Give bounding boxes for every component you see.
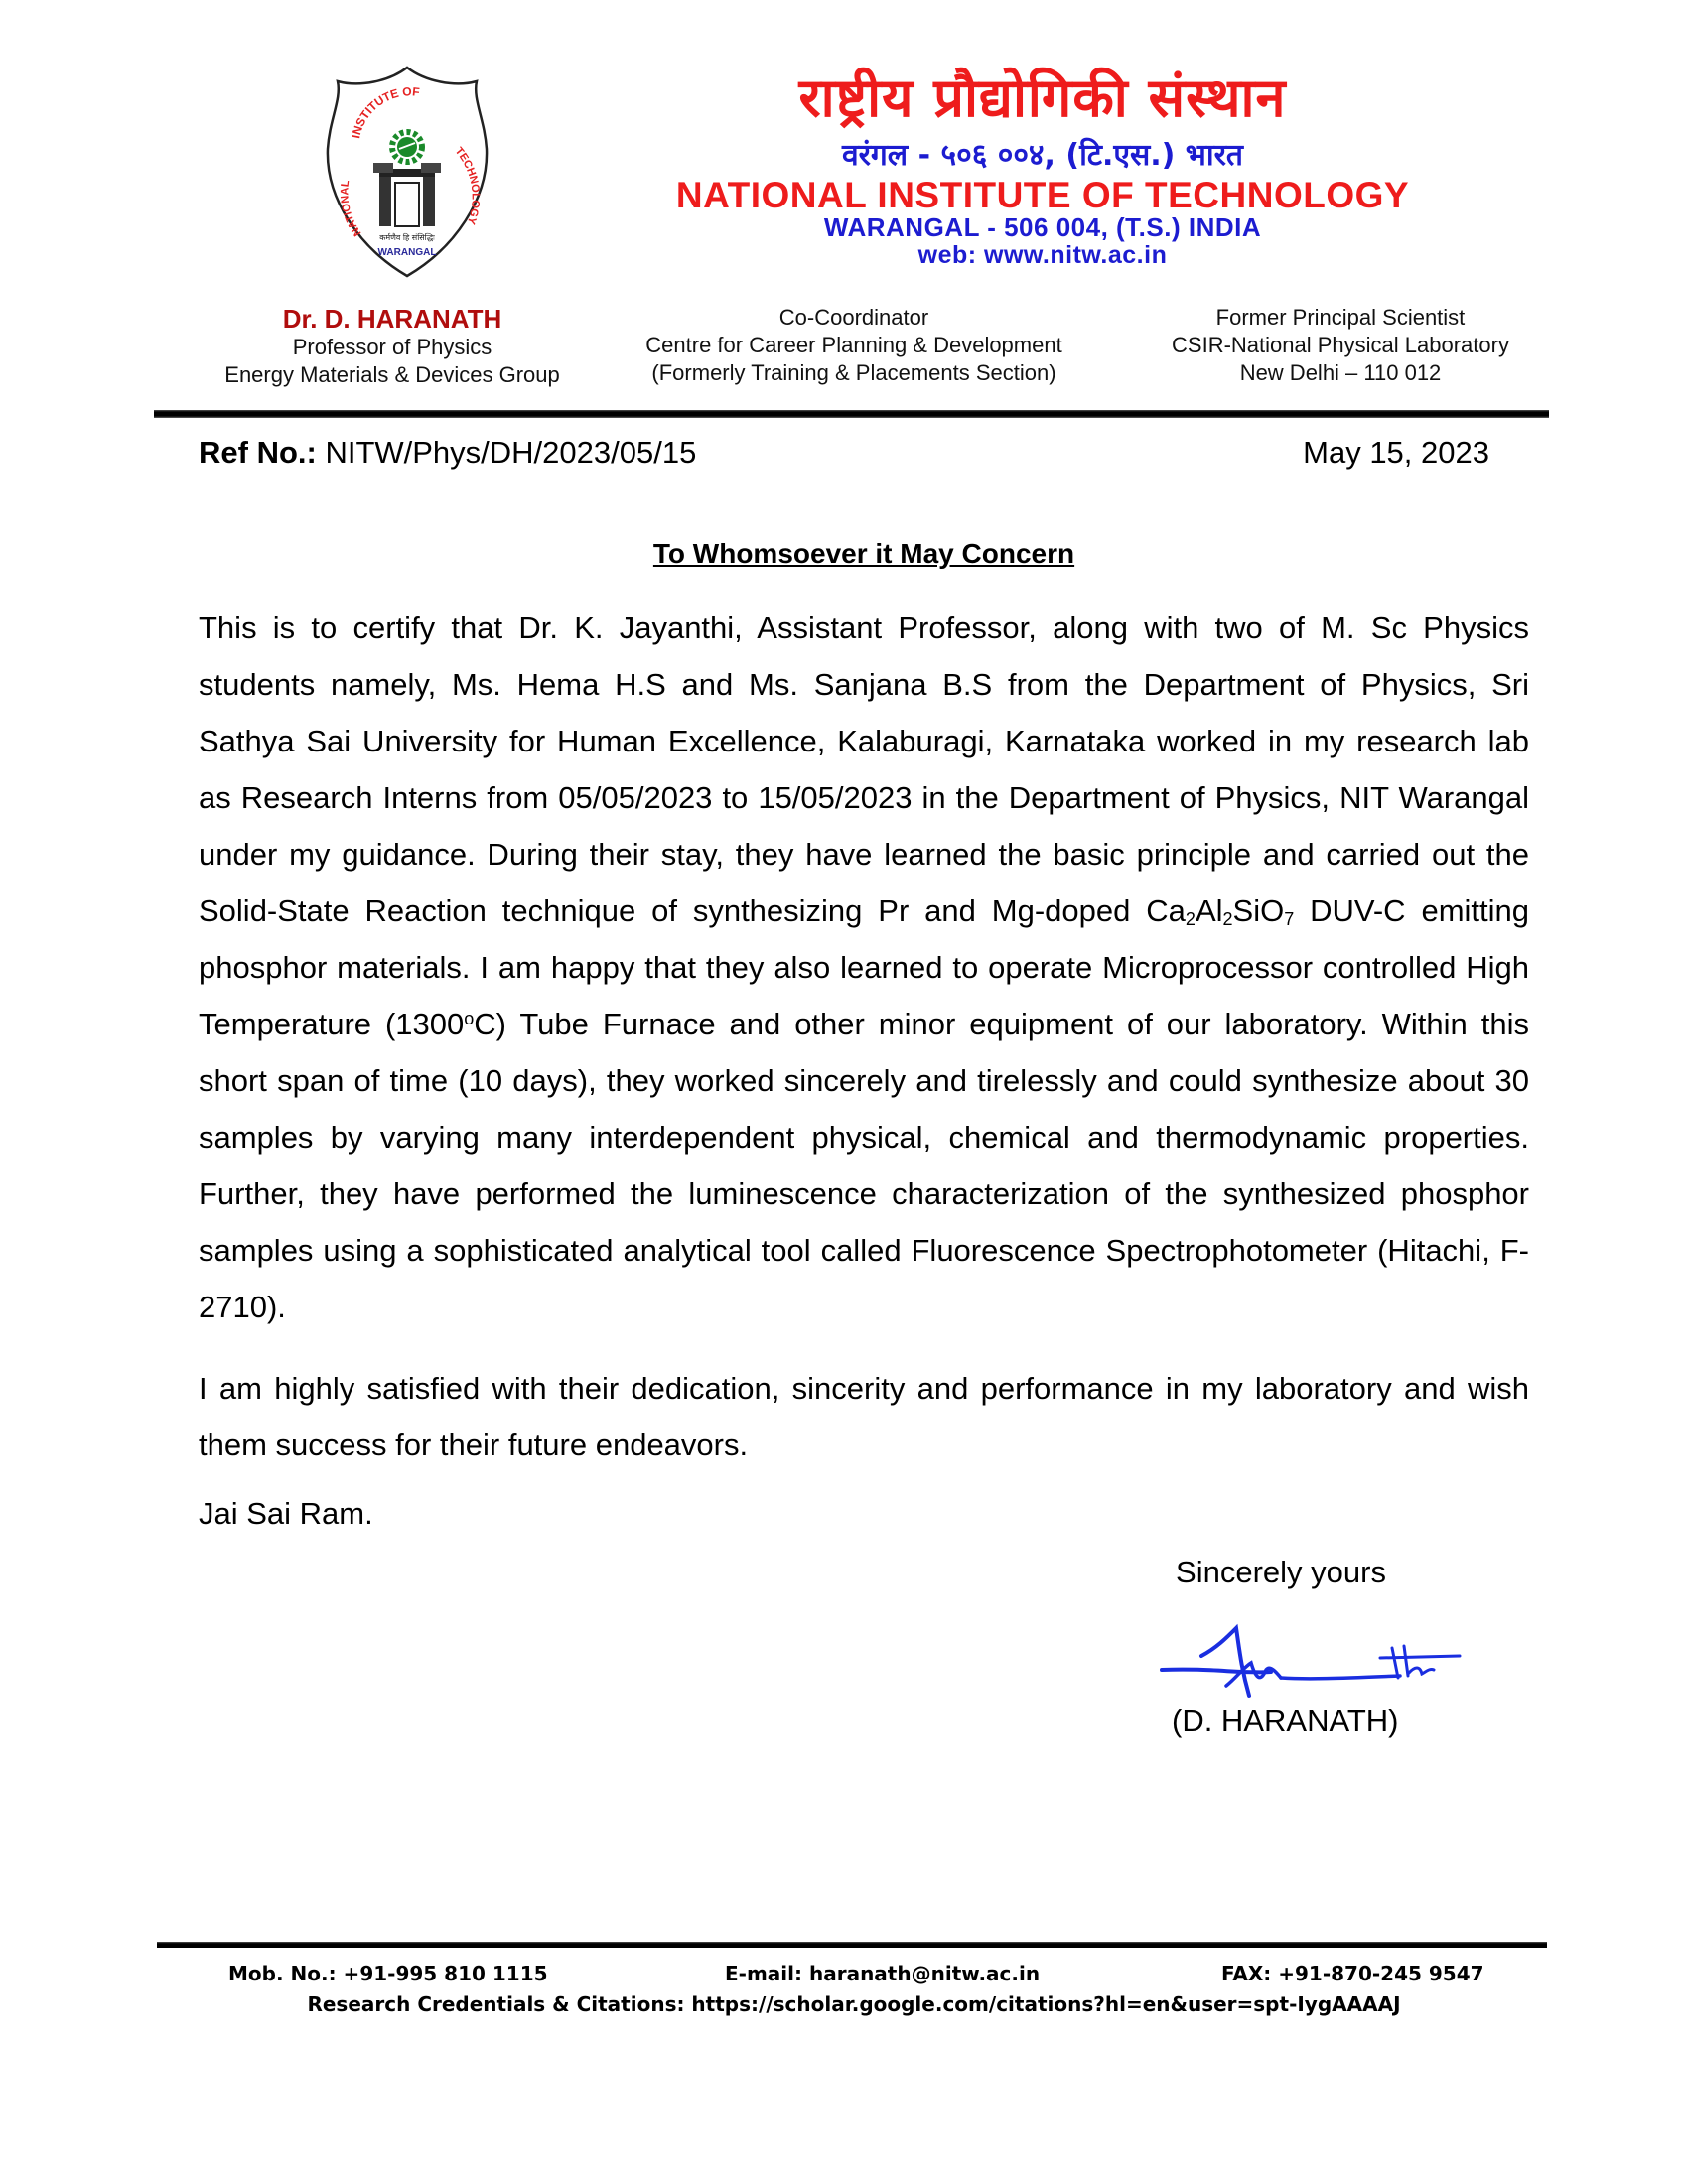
body-paragraph-1 bbox=[199, 600, 1529, 1335]
sender-role bbox=[616, 304, 1092, 387]
institute-website: web: www.nitw.ac.in bbox=[917, 241, 1168, 269]
former-location: New Delhi – 110 012 bbox=[1239, 360, 1442, 385]
sender-name: Dr. D. HARANATH bbox=[282, 304, 502, 334]
closing-salutation: Sincerely yours bbox=[1176, 1555, 1386, 1589]
former-org: CSIR-National Physical Laboratory bbox=[1172, 333, 1509, 357]
reference-line bbox=[199, 433, 1489, 473]
chemical-formula: $Ca_2Al_2SiO_7$ bbox=[1146, 893, 1295, 929]
footer-email[interactable]: E-mail: haranath@nitw.ac.in bbox=[725, 1962, 1041, 1985]
body-paragraph-3: Jai Sai Ram. bbox=[199, 1496, 373, 1531]
svg-text:INSTITUTE OF: INSTITUTE OF bbox=[349, 84, 421, 140]
role-title: Co-Coordinator bbox=[778, 305, 929, 330]
degree-symbol: o bbox=[464, 1009, 475, 1028]
ref-label: Ref No.: bbox=[199, 435, 317, 470]
letter-subject: To Whomsoever it May Concern bbox=[652, 538, 1075, 569]
svg-text:TECHNOLOGY: TECHNOLOGY bbox=[452, 145, 482, 226]
sender-profile bbox=[189, 304, 596, 389]
sender-group: Energy Materials & Devices Group bbox=[224, 362, 560, 387]
body-text: This is to certify that Dr. K. Jayanthi, Assistant Professor, along with two of M. Sc Physics students namely, Ms. Hema H.S and Ms. Sanjana B.S from the Department of Physics, Sri Sathya Sai University for Human Excellence, Kalaburagi, Karnataka worked in my research lab as Research Interns from 05/05/2023 to 15/05/2023 in the Department of Physics, NIT Warangal under my guidance. During their stay, they have learned the basic principle and carried out the Solid-State Reaction technique of synthesizing Pr and Mg-doped bbox=[199, 611, 1529, 928]
svg-text:कर्मणैव हि संसिद्धिः: कर्मणैव हि संसिद्धिः bbox=[379, 233, 435, 242]
footer-credentials-link[interactable]: Research Credentials & Citations: https://scholar.google.com/citations?hl=en&user=spt-IygAAAAJ bbox=[307, 1992, 1401, 2016]
sender-designation: Professor of Physics bbox=[292, 335, 492, 359]
institute-address-hindi: वरंगल - ५०६ ००४, (टि.एस.) भारत bbox=[841, 138, 1244, 173]
institute-address: WARANGAL - 506 004, (T.S.) INDIA bbox=[823, 212, 1262, 242]
institute-name: NATIONAL INSTITUTE OF TECHNOLOGY bbox=[675, 175, 1410, 215]
body-paragraph-2: I am highly satisfied with their dedication, sincerity and performance in my laboratory and wish them success for their future endeavors. bbox=[199, 1371, 1529, 1462]
nit-warangal-logo bbox=[320, 60, 494, 284]
footer-mobile: Mob. No.: +91-995 810 1115 bbox=[228, 1962, 548, 1985]
svg-text:WARANGAL: WARANGAL bbox=[377, 247, 437, 258]
former-title: Former Principal Scientist bbox=[1215, 305, 1466, 330]
svg-text:NATIONAL: NATIONAL bbox=[339, 179, 364, 239]
role-centre: Centre for Career Planning & Development bbox=[645, 333, 1062, 357]
shield-emblem-icon bbox=[320, 60, 494, 284]
role-centre-former: (Formerly Training & Placements Section) bbox=[651, 360, 1056, 385]
institute-name-hindi: राष्ट्रीय प्रौद्योगिकी संस्थान bbox=[798, 67, 1287, 129]
signatory-name: (D. HARANATH) bbox=[1172, 1704, 1399, 1738]
header-divider bbox=[154, 410, 1549, 418]
body-text: DUV-C emitting phosphor materials. I am happy that they also learned to operate Microprocessor controlled High Temperature (1300 bbox=[199, 893, 1530, 1041]
footer-divider bbox=[157, 1942, 1547, 1948]
letter-date: May 15, 2023 bbox=[1303, 435, 1489, 470]
sender-former-role bbox=[1132, 304, 1549, 387]
body-text: C) Tube Furnace and other minor equipment of our laboratory. Within this short span of time (10 days), they worked sincerely and tirelessly and could synthesize about 30 samples by varying many interdependent physical, chemical and thermodynamic properties. Further, they have performed the luminescence characterization of the synthesized phosphor samples using a sophisticated analytical tool called Fluorescence Spectrophotometer (Hitachi, F-2710). bbox=[199, 1007, 1529, 1324]
footer-fax: FAX: +91-870-245 9547 bbox=[1221, 1962, 1484, 1985]
ref-number: NITW/Phys/DH/2023/05/15 bbox=[316, 435, 697, 470]
